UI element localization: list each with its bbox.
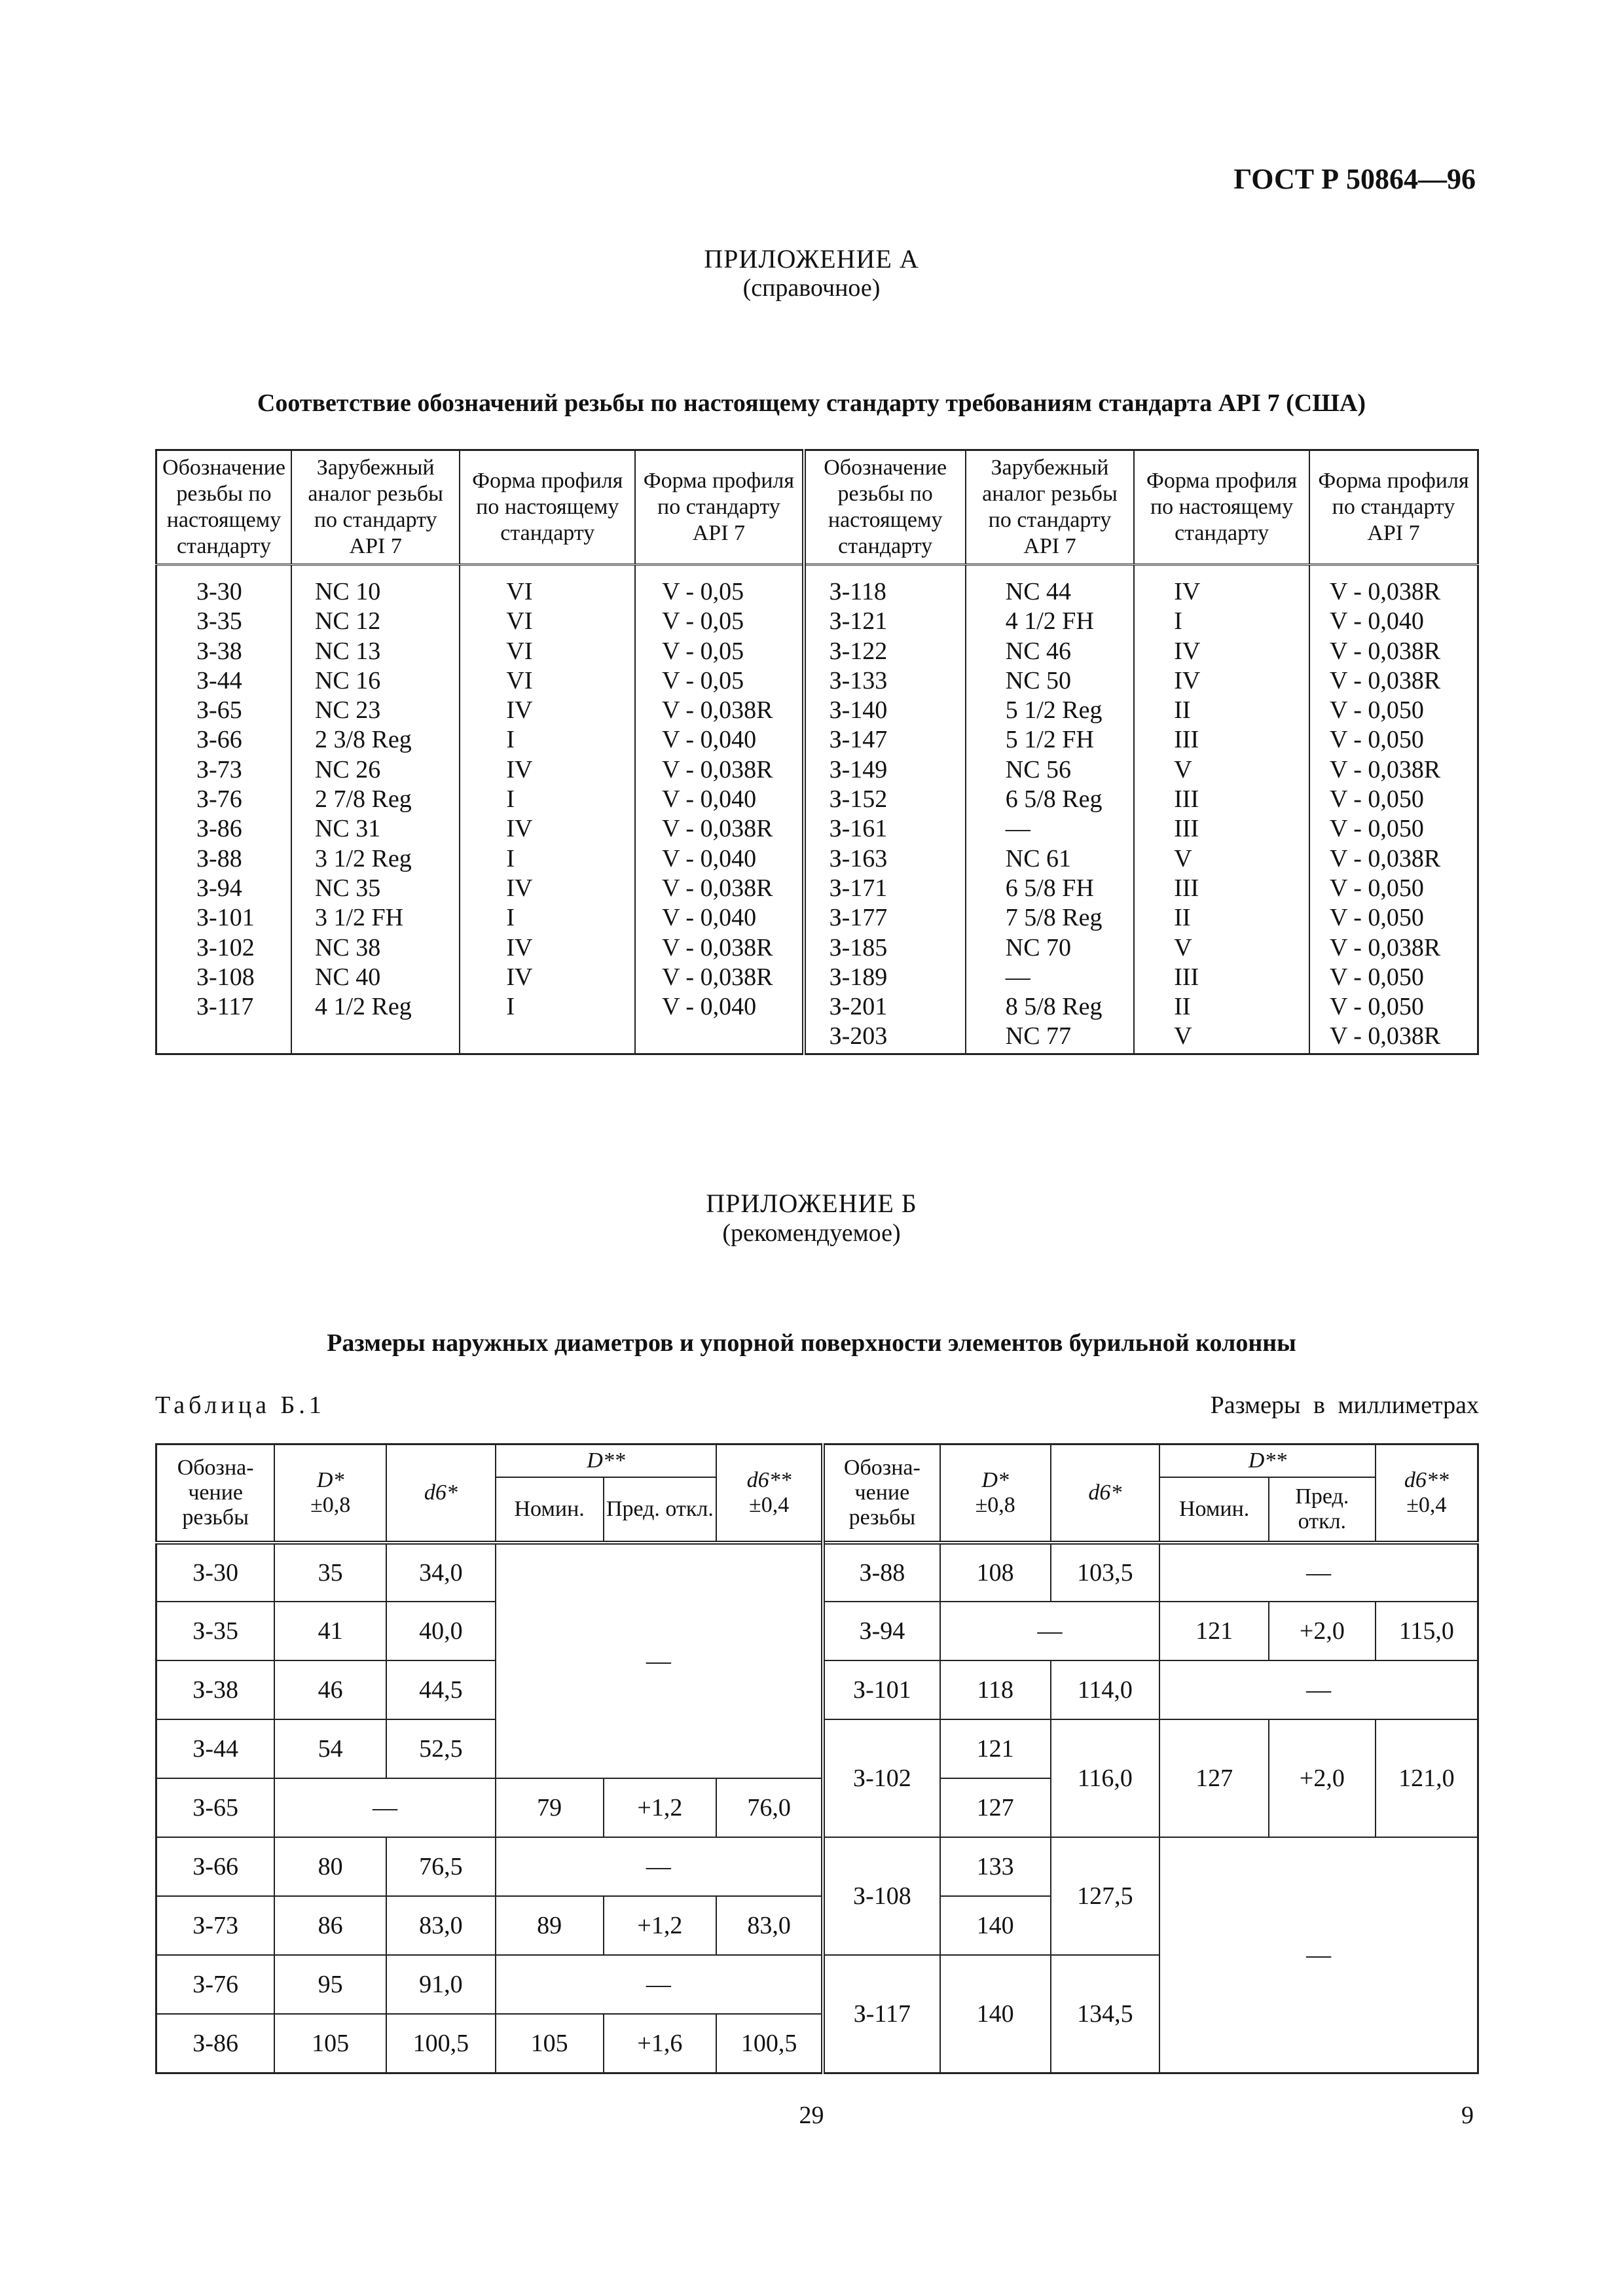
list-item: З-189 [829, 963, 888, 991]
list-item: V - 0,038R [662, 963, 773, 991]
units-note: Размеры в миллиметрах [1210, 1391, 1479, 1419]
list-designation-right [804, 565, 966, 1054]
list-item: V - 0,038R [1329, 666, 1441, 694]
col-header: Зарубежный аналог резьбы по стандарту API 7 [291, 450, 460, 565]
list-item: V - 0,038R [662, 696, 773, 725]
list-item: 4 1/2 Reg [314, 993, 412, 1021]
list-item: V - 0,038R [1329, 1022, 1441, 1050]
list-item: 3 1/2 FH [314, 904, 404, 932]
list-item: 5 1/2 FH [1005, 726, 1094, 754]
list-item: V - 0,050 [1329, 963, 1424, 991]
list-item: V - 0,040 [662, 904, 757, 932]
cell: З-66 [156, 1837, 275, 1896]
list-item: V - 0,038R [1329, 844, 1441, 872]
col-header-D2: D** [496, 1444, 716, 1478]
list-item: V - 0,050 [1329, 696, 1424, 725]
list-item: V - 0,05 [662, 607, 744, 636]
cell: 121 [1159, 1602, 1269, 1660]
list-item: З-101 [196, 904, 255, 932]
list-item: NC 56 [1005, 755, 1072, 783]
list-item: V - 0,038R [1329, 637, 1441, 665]
cell: 52,5 [386, 1719, 496, 1778]
cell: 54 [274, 1719, 386, 1778]
cell: 40,0 [386, 1602, 496, 1660]
cell: — [496, 1543, 823, 1778]
cell: 116,0 [1051, 1719, 1160, 1837]
list-item: З-201 [829, 993, 888, 1021]
list-item: III [1174, 726, 1199, 754]
list-item: IV [506, 963, 533, 991]
cell: — [496, 1955, 823, 2014]
list-item: 2 3/8 Reg [314, 726, 412, 754]
list-item: З-86 [196, 815, 242, 843]
list-form-left [460, 565, 635, 1054]
list-item: 6 5/8 FH [1005, 874, 1094, 902]
list-item: III [1174, 785, 1199, 814]
cell: 140 [940, 1896, 1051, 1955]
col-header-deviation: Пред. откл. [1269, 1477, 1376, 1543]
list-item: IV [506, 696, 533, 725]
cell: 121,0 [1376, 1719, 1478, 1837]
list-item: V - 0,040 [1329, 607, 1424, 636]
list-item: NC 77 [1005, 1022, 1072, 1050]
cell: 134,5 [1051, 1955, 1160, 2073]
list-item: V - 0,038R [662, 874, 773, 902]
list-item: V - 0,038R [662, 815, 773, 843]
list-item: З-102 [196, 933, 255, 961]
col-header: Обозначение резьбы по настоящему стандарту [804, 450, 966, 565]
list-item: NC 16 [314, 666, 381, 694]
list-item: IV [506, 933, 533, 961]
list-item: NC 40 [314, 963, 381, 991]
list-form-right [1134, 565, 1309, 1054]
list-item: З-140 [829, 696, 888, 725]
cell: 100,5 [716, 2014, 823, 2073]
list-item: NC 44 [1005, 578, 1072, 605]
list-item: I [506, 785, 515, 814]
list-item: З-118 [829, 578, 886, 605]
list-item: З-76 [196, 785, 242, 814]
list-item: V - 0,038R [1329, 933, 1441, 961]
list-item: VI [506, 637, 533, 665]
list-item: II [1174, 993, 1191, 1021]
list-item: NC 13 [314, 637, 381, 665]
col-header-D: D* ±0,8 [274, 1444, 386, 1543]
list-item: V - 0,050 [1329, 815, 1424, 843]
cell: 80 [274, 1837, 386, 1896]
list-item: V - 0,05 [662, 666, 744, 694]
list-item: NC 31 [314, 815, 381, 843]
list-item: NC 12 [314, 607, 381, 636]
appendix-b-title: ПРИЛОЖЕНИЕ Б [706, 1189, 917, 1218]
cell: — [1159, 1543, 1478, 1602]
list-item: З-108 [196, 963, 255, 991]
appendix-a-caption: Соответствие обозначений резьбы по настоящему стандарту требованиям стандарта API 7 (США) [257, 389, 1366, 417]
cell: 76,0 [716, 1778, 823, 1837]
col-header-d62: d6** ±0,4 [716, 1444, 823, 1543]
list-form-api-left [635, 565, 803, 1054]
list-item: V - 0,038R [662, 755, 773, 783]
list-item: II [1174, 696, 1191, 725]
col-header-D2: D** [1159, 1444, 1375, 1478]
cell: 103,5 [1051, 1543, 1160, 1602]
list-item: 6 5/8 Reg [1005, 785, 1103, 814]
list-item: З-152 [829, 785, 888, 814]
cell: 108 [940, 1543, 1051, 1602]
cell: 83,0 [386, 1896, 496, 1955]
list-item: З-30 [196, 578, 242, 605]
cell: З-35 [156, 1602, 275, 1660]
cell: 118 [940, 1660, 1051, 1719]
cell: 44,5 [386, 1660, 496, 1719]
col-header-nominal: Номин. [1159, 1477, 1269, 1543]
list-item: З-171 [829, 874, 888, 902]
cell: — [1159, 1837, 1478, 2073]
cell: З-65 [156, 1778, 275, 1837]
cell: 133 [940, 1837, 1051, 1896]
list-designation-left [156, 565, 291, 1054]
cell: З-117 [823, 1955, 940, 2073]
list-item: IV [506, 815, 533, 843]
thread-correspondence-table [155, 449, 1479, 1055]
cell: +1,6 [604, 2014, 717, 2073]
cell: 105 [274, 2014, 386, 2073]
list-item: З-185 [829, 933, 888, 961]
list-item: З-203 [829, 1022, 888, 1050]
list-item: З-133 [829, 666, 888, 694]
col-header-D: D* ±0,8 [940, 1444, 1051, 1543]
cell: 76,5 [386, 1837, 496, 1896]
cell: 121 [940, 1719, 1051, 1778]
cell: З-88 [823, 1543, 940, 1602]
cell: 127,5 [1051, 1837, 1160, 1955]
cell: 127 [1159, 1719, 1269, 1837]
list-item: 7 5/8 Reg [1005, 904, 1103, 932]
list-item: V - 0,038R [1329, 755, 1441, 783]
list-item: NC 10 [314, 578, 381, 605]
cell: 35 [274, 1543, 386, 1602]
list-item: З-94 [196, 874, 242, 902]
col-header: Зарубежный аналог резьбы по стандарту API 7 [966, 450, 1134, 565]
appendix-b-caption: Размеры наружных диаметров и упорной поверхности элементов бурильной колонны [327, 1329, 1296, 1357]
cell: +2,0 [1269, 1719, 1376, 1837]
cell: 89 [496, 1896, 604, 1955]
cell: 34,0 [386, 1543, 496, 1602]
list-item: VI [506, 607, 533, 636]
list-item: NC 50 [1005, 666, 1072, 694]
col-header: Форма профиля по настоящему стандарту [460, 450, 635, 565]
list-item: V - 0,040 [662, 993, 757, 1021]
col-header-nominal: Номин. [496, 1477, 604, 1543]
list-item: V - 0,05 [662, 637, 744, 665]
cell: 127 [940, 1778, 1051, 1837]
diameters-table [155, 1443, 1479, 2074]
list-item: V - 0,05 [662, 578, 744, 605]
col-header-d6: d6* [1051, 1444, 1160, 1543]
list-item: 4 1/2 FH [1005, 607, 1094, 636]
list-item: NC 26 [314, 755, 381, 783]
list-item: 2 7/8 Reg [314, 785, 412, 814]
list-item: I [506, 993, 515, 1021]
list-item: V [1174, 933, 1192, 961]
list-item: 8 5/8 Reg [1005, 993, 1103, 1021]
cell: 115,0 [1376, 1602, 1478, 1660]
list-item: З-147 [829, 726, 888, 754]
list-item: — [1005, 963, 1030, 991]
col-header: Форма профиля по стандарту API 7 [1309, 450, 1478, 565]
cell: З-102 [823, 1719, 940, 1837]
cell: 46 [274, 1660, 386, 1719]
cell: 86 [274, 1896, 386, 1955]
list-item: IV [1174, 637, 1201, 665]
list-item: V - 0,050 [1329, 904, 1424, 932]
col-header-designation: Обозна-чение резьбы [156, 1444, 275, 1543]
cell: З-44 [156, 1719, 275, 1778]
cell: З-38 [156, 1660, 275, 1719]
list-item: VI [506, 578, 533, 605]
list-item: NC 46 [1005, 637, 1072, 665]
document-code: ГОСТ Р 50864—96 [1233, 163, 1476, 195]
cell: З-30 [156, 1543, 275, 1602]
list-item: V - 0,038R [662, 933, 773, 961]
list-item: V - 0,050 [1329, 785, 1424, 814]
list-item: З-161 [829, 815, 888, 843]
cell: +2,0 [1269, 1602, 1376, 1660]
cell: З-73 [156, 1896, 275, 1955]
cell: — [496, 1837, 823, 1896]
list-item: NC 23 [314, 696, 381, 725]
page-number-right: 9 [1461, 2102, 1474, 2129]
list-item: I [506, 844, 515, 872]
col-header: Обозначение резьбы по настоящему стандарту [156, 450, 291, 565]
list-item: II [1174, 904, 1191, 932]
cell: +1,2 [604, 1778, 717, 1837]
page-number-center: 29 [799, 2102, 824, 2129]
list-item: V - 0,050 [1329, 726, 1424, 754]
list-item: I [506, 904, 515, 932]
list-item: З-149 [829, 755, 888, 783]
list-item: V - 0,050 [1329, 874, 1424, 902]
list-item: NC 70 [1005, 933, 1072, 961]
cell: — [274, 1778, 495, 1837]
list-item: IV [506, 755, 533, 783]
list-item: — [1005, 815, 1030, 843]
list-item: NC 35 [314, 874, 381, 902]
list-item: III [1174, 874, 1199, 902]
list-item: З-117 [196, 993, 254, 1021]
cell: 100,5 [386, 2014, 496, 2073]
cell: 83,0 [716, 1896, 823, 1955]
list-item: З-44 [196, 666, 242, 694]
list-item: NC 38 [314, 933, 381, 961]
cell: З-76 [156, 1955, 275, 2014]
list-item: З-163 [829, 844, 888, 872]
col-header-d6: d6* [386, 1444, 496, 1543]
list-api-right [966, 565, 1134, 1054]
cell: З-108 [823, 1837, 940, 1955]
list-item: I [506, 726, 515, 754]
cell: 105 [496, 2014, 604, 2073]
cell: — [1159, 1660, 1478, 1719]
list-item: III [1174, 815, 1199, 843]
cell: 95 [274, 1955, 386, 2014]
cell: 140 [940, 1955, 1051, 2073]
list-api-left [291, 565, 460, 1054]
list-item: V - 0,040 [662, 844, 757, 872]
cell: З-94 [823, 1602, 940, 1660]
list-item: V - 0,040 [662, 785, 757, 814]
list-item: V [1174, 844, 1192, 872]
cell: 114,0 [1051, 1660, 1160, 1719]
col-header: Форма профиля по настоящему стандарту [1134, 450, 1309, 565]
list-item: VI [506, 666, 533, 694]
cell: — [940, 1602, 1159, 1660]
list-item: З-73 [196, 755, 242, 783]
cell: +1,2 [604, 1896, 717, 1955]
list-item: 3 1/2 Reg [314, 844, 412, 872]
list-item: V - 0,040 [662, 726, 757, 754]
col-header: Форма профиля по стандарту API 7 [635, 450, 803, 565]
list-item: NC 61 [1005, 844, 1072, 872]
list-item: V [1174, 755, 1192, 783]
list-item: V - 0,038R [1329, 578, 1441, 605]
list-item: V [1174, 1022, 1192, 1050]
cell: З-86 [156, 2014, 275, 2073]
list-item: IV [1174, 666, 1201, 694]
appendix-b-subtitle: (рекомендуемое) [722, 1219, 901, 1247]
list-item: IV [506, 874, 533, 902]
list-item: З-88 [196, 844, 242, 872]
list-item: З-65 [196, 696, 242, 725]
col-header-d62: d6** ±0,4 [1376, 1444, 1478, 1543]
cell: З-101 [823, 1660, 940, 1719]
table-row [156, 1837, 1478, 1896]
list-item: V - 0,050 [1329, 993, 1424, 1021]
col-header-designation: Обозна-чение резьбы [823, 1444, 940, 1543]
appendix-a-subtitle: (справочное) [742, 274, 881, 302]
appendix-a-title: ПРИЛОЖЕНИЕ А [704, 244, 919, 274]
table-row [156, 1543, 1478, 1602]
table-label: Таблица Б.1 [155, 1391, 325, 1419]
list-item: З-66 [196, 726, 242, 754]
list-item: З-122 [829, 637, 888, 665]
list-item: З-35 [196, 607, 242, 636]
cell: 91,0 [386, 1955, 496, 2014]
list-item: З-121 [829, 607, 888, 636]
list-form-api-right [1309, 565, 1478, 1054]
list-item: III [1174, 963, 1199, 991]
list-item: З-38 [196, 637, 242, 665]
list-item: IV [1174, 578, 1201, 605]
cell: 79 [496, 1778, 604, 1837]
list-item: I [1174, 607, 1182, 636]
list-item: З-177 [829, 904, 888, 932]
list-item: 5 1/2 Reg [1005, 696, 1103, 725]
cell: 41 [274, 1602, 386, 1660]
col-header-deviation: Пред. откл. [604, 1477, 717, 1543]
